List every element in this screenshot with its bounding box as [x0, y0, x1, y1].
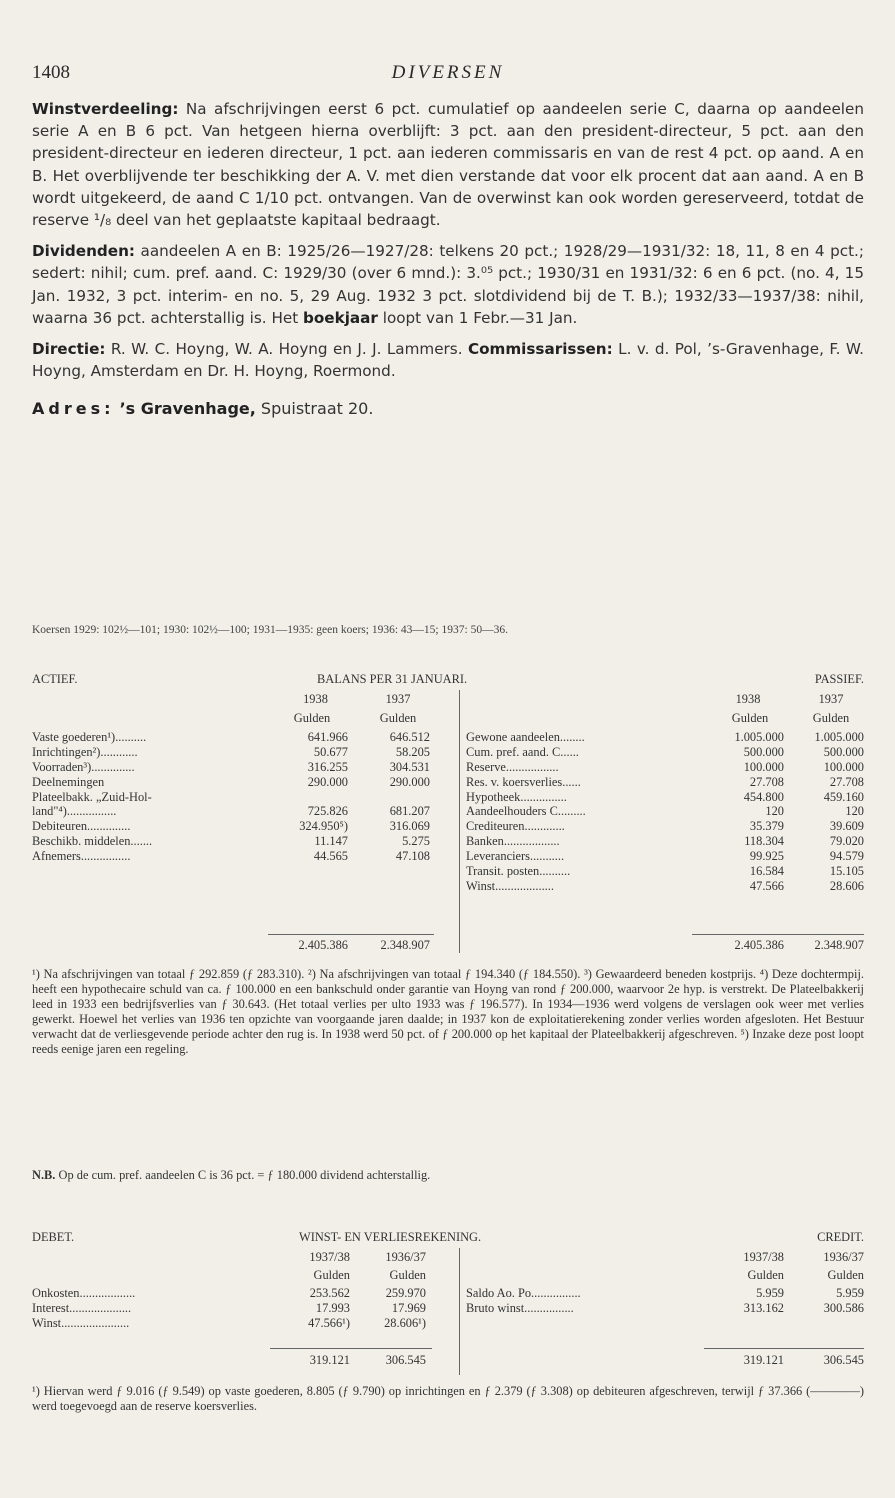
actief-total-a: 2.405.386: [298, 938, 348, 952]
passief-unit-a: Gulden: [731, 711, 769, 725]
passief-total-a: 2.405.386: [734, 938, 784, 952]
table-row: Onkosten.................. 253.562 259.970: [32, 1286, 426, 1300]
page-number: 1408: [32, 62, 70, 83]
table-row: Banken.................. 118.304 79.020: [466, 834, 864, 849]
commissarissen-text: L. v. d. Pol, ’s-Gravenhage, F. W. Hoyng, Amsterdam en Dr. H. Hoyng, Roermond.: [32, 340, 864, 381]
table-row: Plateelbakk. „Zuid-Hol-: [32, 789, 152, 804]
credit-total-b: 306.545: [823, 1353, 864, 1367]
credit-unit-a: Gulden: [747, 1268, 784, 1282]
winstverdeeling-paragraph: [32, 98, 864, 231]
table-row: Afnemers................ 44.565 47.108: [32, 849, 430, 864]
directie-paragraph: [32, 338, 864, 382]
debet-year-a: 1937/38: [309, 1250, 350, 1264]
passief-total-rule: [692, 934, 864, 935]
passief-heading: PASSIEF.: [814, 672, 864, 686]
actief-total-rule: [268, 934, 434, 935]
nb-label: N.B.: [32, 1168, 56, 1182]
table-row: Inrichtingen²)............ 50.677 58.205: [32, 744, 430, 759]
table-row: Deelnemingen 290.000 290.000: [32, 774, 430, 789]
table-row: Saldo Ao. Po................ 5.959 5.959: [466, 1286, 864, 1300]
debet-year-b: 1936/37: [385, 1250, 426, 1264]
credit-year-a: 1937/38: [743, 1250, 784, 1264]
table-row: Aandeelhouders C......... 120 120: [466, 804, 864, 819]
table-row: Beschikb. middelen....... 11.147 5.275: [32, 834, 430, 849]
credit-total-a: 319.121: [743, 1353, 784, 1367]
table-row: Bruto winst................ 313.162 300.586: [466, 1300, 864, 1315]
table-row: Debiteuren.............. 324.950⁵) 316.069: [32, 819, 430, 834]
adres-paragraph: [32, 398, 864, 420]
table-row: Cum. pref. aand. C...... 500.000 500.000: [466, 744, 864, 759]
debet-total-b: 306.545: [385, 1353, 426, 1367]
debet-total-rule: [270, 1348, 432, 1349]
nb-text: Op de cum. pref. aandeelen C is 36 pct. = ƒ 180.000 dividend achterstallig.: [58, 1168, 431, 1182]
table-row: Res. v. koersverlies...... 27.708 27.708: [466, 774, 864, 789]
actief-unit-a: Gulden: [293, 711, 331, 725]
commissarissen-label: Commissarissen:: [467, 340, 613, 359]
table-row: Reserve................. 100.000 100.000: [466, 759, 864, 774]
debet-total-a: 319.121: [309, 1353, 350, 1367]
debet-unit-a: Gulden: [313, 1268, 350, 1282]
actief-heading: ACTIEF.: [32, 672, 78, 686]
actief-total-b: 2.348.907: [380, 938, 430, 952]
winstverdeeling-text: Na afschrijvingen eerst 6 pct. cumulatief op aandeelen serie C, daarna op aandeelen serie A en B 6 pct. Van hetgeen hierna overblijft: 3 pct. aan den president-directeur, 5 pct. aan den president-directeur en iederen directeur, 1 pct. aan iederen commissaris en van de rest 4 pct. op aand. A en B. Het overblijvende ter beschikking der A. V. met dien verstande dat voor elk procent dat aan aand. A en B wordt uitgekeerd, de aand C 1/10 pct. ontvangen. Van de overwinst kan ook worden gereserveerd, totdat de reserve ¹/₈ deel van het geplaatste kapitaal bedraagt.: [32, 100, 864, 230]
passief-year-a: 1938: [735, 692, 761, 706]
passief-unit-b: Gulden: [812, 711, 850, 725]
winstverdeeling-label: Winstverdeeling:: [32, 100, 179, 118]
koersen-line: Koersen 1929: 102½—101; 1930: 102½—100; 1931—1935: geen koers; 1936: 43—15; 1937: 50—36.: [32, 624, 508, 636]
winst-heading: WINST- EN VERLIESREKENING.: [299, 1230, 482, 1244]
passief-rows: [32, 730, 864, 894]
credit-heading: CREDIT.: [817, 1230, 864, 1244]
passief-total-b: 2.348.907: [814, 938, 864, 952]
dividenden-text: aandeelen A en B: 1925/26—1927/28: telkens 20 pct.; 1928/29—1931/32: 18, 11, 8 en 4 pct.; sedert: nihil; cum. pref. aand. C: 1929/30 (over 6 mnd.): 3.⁰⁵ pct.; 1930/31 en 1931/32: 6 en 6 pct. (no. 4, 15 Jan. 1932, 3 pct. interim- en no. 5, 29 Aug. 1932 3 pct. slotdividend bij de T. B.); 1932/33—1937/38: nihil, waarna 36 pct. achterstallig is. Het: [32, 242, 864, 327]
actief-year-b: 1937: [385, 692, 411, 706]
adres-city: ’s Gravenhage,: [119, 399, 256, 419]
credit-year-b: 1936/37: [823, 1250, 864, 1264]
table-row: Voorraden³).............. 316.255 304.531: [32, 759, 430, 774]
passief-year-b: 1937: [818, 692, 844, 706]
boekjaar-text: loopt van 1 Febr.—31 Jan.: [382, 308, 578, 327]
balans-footnotes: ¹) Na afschrijvingen van totaal ƒ 292.859 (ƒ 283.310). ²) Na afschrijvingen van totaal ƒ 194.340 (ƒ 184.550). ³) Gewaardeerd beneden kostprijs. ⁴) Deze dochtermpij. heeft een hypothecaire schuld van ca. ƒ 100.000 en een bankschuld onder garantie van Hoyng van rond ƒ 200.000, waarvoor 2e hyp. is verstrekt. De Plateelbakkerij leed in 1933 een bedrijfsverlies van ƒ 30.643. (Het totaal verlies per ulto 1933 was ƒ 196.577). In 1934—1936 werd volgens de verslagen ook weer met verlies gewerkt. Hoewel het verlies van 1936 ten opzichte van voorgaande jaren daalde; in 1937 kon de exploitatierekening zonder verlies worden afgesloten. Het Bestuur verwacht dat de verliesgevende periode achter den rug is. In 1938 werd 50 pct. of ƒ 200.000 op het kapitaal der Plateelbakkerij afgeschreven. ⁵) Inzake deze post loopt reeds eenige jaren een regeling.: [32, 967, 864, 1056]
balans-heading: BALANS PER 31 JANUARI.: [317, 672, 468, 686]
winst-footnotes: ¹) Hiervan werd ƒ 9.016 (ƒ 9.549) op vaste goederen, 8.805 (ƒ 9.790) op inrichtingen en ƒ 2.379 (ƒ 3.308) op debiteuren afgeschreven, terwijl ƒ 37.366 (————) werd toegevoegd aan de reserve koersverlies.: [32, 1384, 864, 1413]
dividenden-label: Dividenden:: [32, 242, 135, 261]
credit-unit-b: Gulden: [827, 1268, 864, 1282]
table-row: Transit. posten.......... 16.584 15.105: [466, 864, 864, 879]
boekjaar-label: boekjaar: [303, 308, 378, 327]
page-title: DIVERSEN: [391, 62, 505, 83]
table-row: Crediteuren............. 35.379 39.609: [466, 819, 864, 834]
directie-label: Directie:: [32, 340, 106, 359]
table-row: Gewone aandeelen........ 1.005.000 1.005.000: [466, 730, 864, 744]
table-row: Winst................... 47.566 28.606: [466, 878, 864, 893]
table-row: Hypotheek............... 454.800 459.160: [466, 789, 864, 804]
company-description: [32, 98, 864, 430]
debet-heading: DEBET.: [32, 1230, 75, 1244]
nb-line: [32, 1168, 864, 1183]
page-header: [32, 62, 864, 90]
adres-label: Adres:: [32, 399, 115, 419]
table-row: Interest.................... 17.993 17.969: [32, 1300, 426, 1315]
directie-text: R. W. C. Hoyng, W. A. Hoyng en J. J. Lammers.: [110, 340, 463, 359]
debet-unit-b: Gulden: [389, 1268, 426, 1282]
credit-total-rule: [704, 1348, 864, 1349]
table-row: Vaste goederen¹).......... 641.966 646.512: [32, 730, 430, 744]
actief-unit-b: Gulden: [379, 711, 417, 725]
credit-rows: [32, 1286, 864, 1316]
table-row: Winst...................... 47.566¹) 28.606¹): [32, 1315, 426, 1330]
table-row: Leveranciers........... 99.925 94.579: [466, 849, 864, 864]
actief-year-a: 1938: [303, 692, 328, 706]
table-row: land"⁴)................ 725.826 681.207: [32, 804, 430, 819]
dividenden-paragraph: [32, 240, 864, 329]
adres-street: Spuistraat 20.: [260, 399, 374, 419]
